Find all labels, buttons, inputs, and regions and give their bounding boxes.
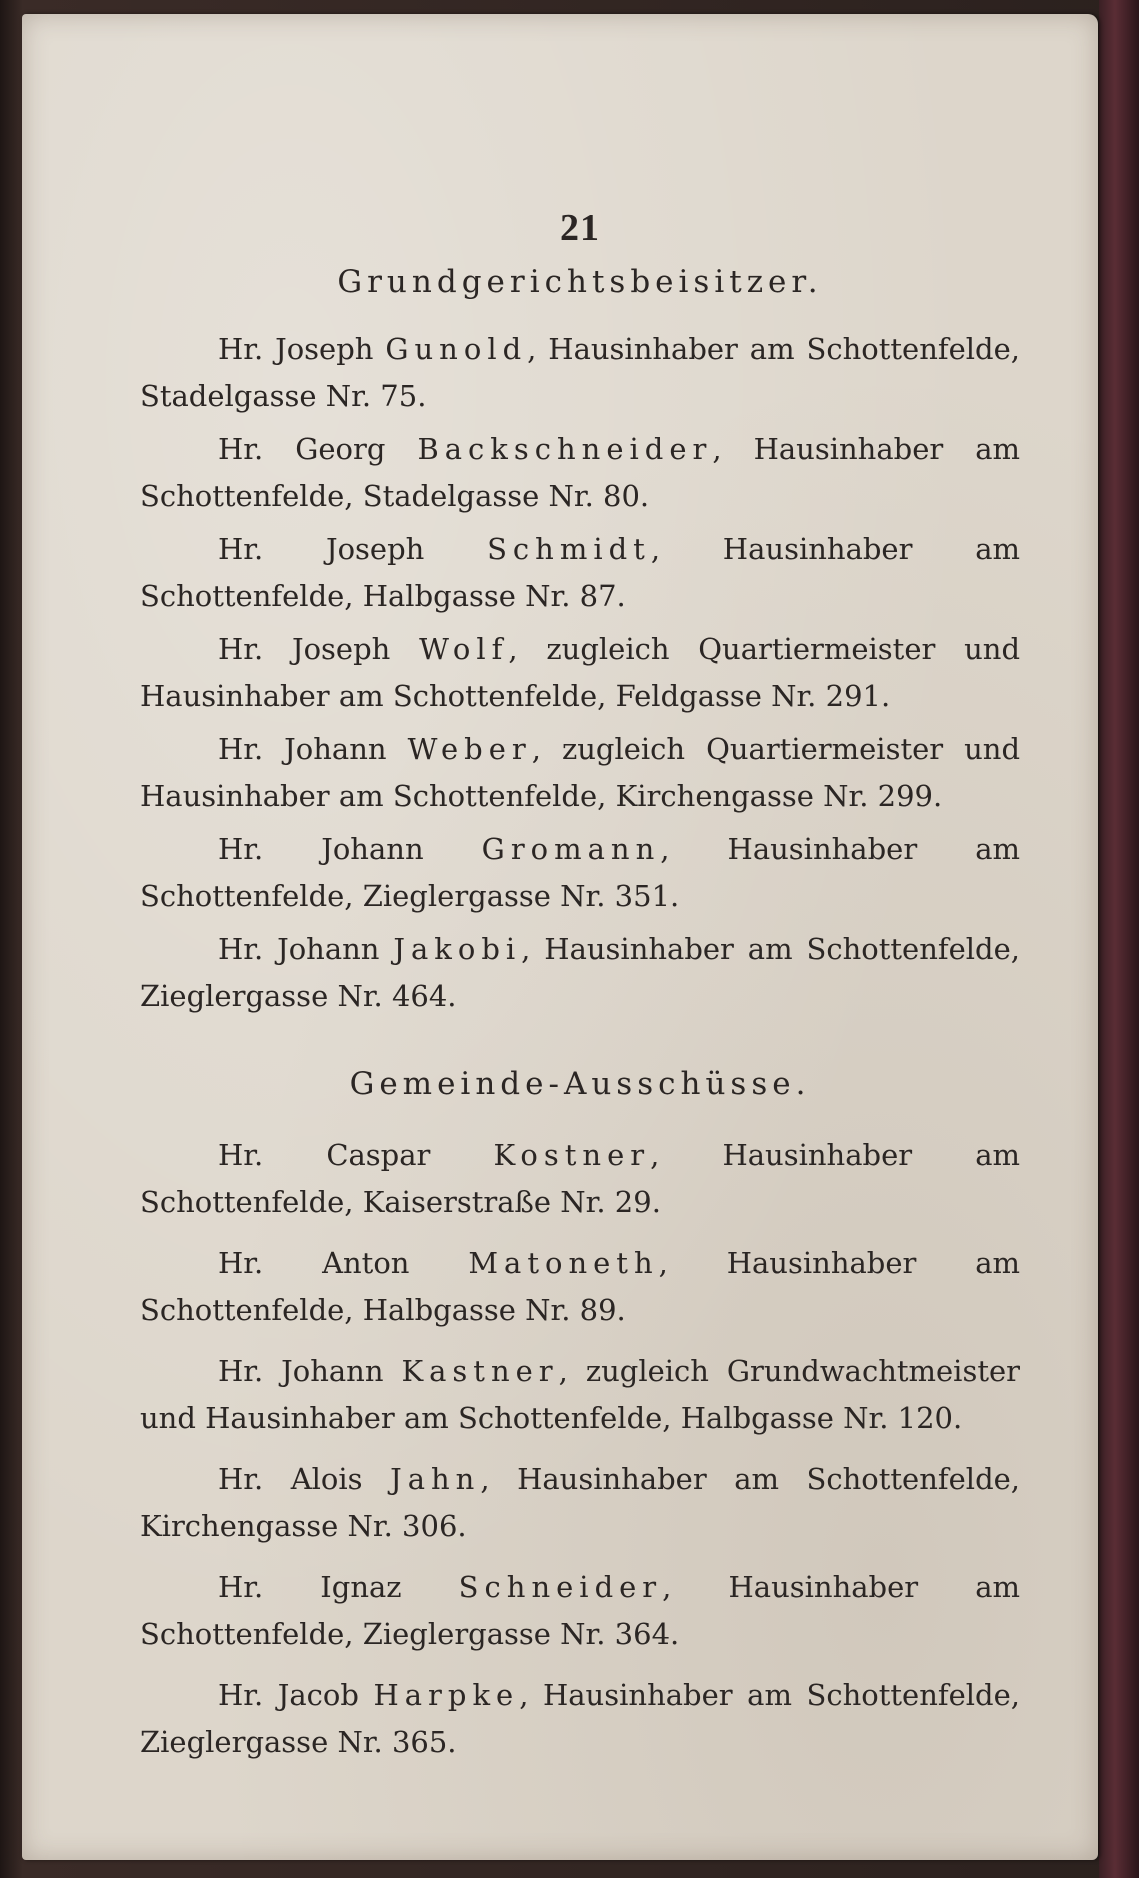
entry-list-gemeinde-ausschuesse [140,1132,1020,1766]
entry-details: , Hausinhaber am Schottenfelde, Zieglergasse Nr. 464. [140,932,1020,1013]
entry-surname: Backschneider [417,432,713,466]
entry-details: , Hausinhaber am Schottenfelde, Zieglergasse Nr. 351. [140,832,1021,913]
entry-title: Hr. [218,1354,264,1388]
entry-first-name: Johann [277,932,380,966]
entry-first-name: Joseph [275,332,374,366]
list-item [140,1456,1020,1550]
entry-surname: Gromann [481,832,661,866]
entry-first-name: Johann [281,1354,384,1388]
entry-title: Hr. [218,932,264,966]
list-item [140,426,1020,520]
entry-details: , Hausinhaber am Schottenfelde, Halbgasse Nr. 89. [140,1246,1021,1327]
entry-details: , Hausinhaber am Schottenfelde, Halbgasse Nr. 87. [140,532,1020,613]
list-item [140,726,1020,820]
entry-details: , Hausinhaber am Schottenfelde, Kirchengasse Nr. 306. [140,1462,1021,1543]
entry-details: , Hausinhaber am Schottenfelde, Stadelgasse Nr. 75. [140,332,1020,413]
page-number: 21 [560,207,600,249]
entry-surname: Jakobi [393,932,522,966]
entry-title: Hr. [218,832,264,866]
entry-first-name: Johann [284,732,387,766]
entry-title: Hr. [218,1138,264,1172]
entry-details: , Hausinhaber am Schottenfelde, Kaiserstraße Nr. 29. [140,1138,1021,1219]
entry-details: , Hausinhaber am Schottenfelde, Zieglergasse Nr. 365. [140,1678,1020,1759]
list-item [140,1564,1020,1658]
entry-details: , Hausinhaber am Schottenfelde, Stadelgasse Nr. 80. [140,432,1021,513]
paper-page [22,14,1098,1860]
section-heading-grundgerichtsbeisitzer: Grundgerichtsbeisitzer. [337,264,823,300]
entry-first-name: Jacob [277,1678,359,1712]
list-item [140,1672,1020,1766]
entry-surname: Jahn [390,1462,481,1496]
entry-title: Hr. [218,1246,264,1280]
entry-surname: Matoneth [468,1246,659,1280]
entry-surname: Weber [407,732,532,766]
entry-surname: Harpke [373,1678,520,1712]
entry-list-grundgerichtsbeisitzer [140,326,1020,1020]
list-item [140,326,1020,420]
entry-first-name: Anton [322,1246,410,1280]
entry-details: , Hausinhaber am Schottenfelde, Zieglergasse Nr. 364. [140,1570,1021,1651]
entry-title: Hr. [218,532,264,566]
list-item [140,826,1020,920]
list-item [140,1132,1020,1226]
entry-first-name: Alois [290,1462,363,1496]
list-item [140,1348,1020,1442]
list-item [140,626,1020,720]
entry-details: , zugleich Grundwachtmeister und Hausinhaber am Schottenfelde, Halbgasse Nr. 120. [140,1354,1021,1435]
entry-title: Hr. [218,332,264,366]
entry-first-name: Joseph [325,532,425,566]
entry-surname: Schmidt [487,532,651,566]
entry-first-name: Johann [321,832,424,866]
entry-title: Hr. [218,632,264,666]
entry-title: Hr. [218,732,264,766]
entry-surname: Schneider [458,1570,663,1604]
entry-title: Hr. [218,432,264,466]
entry-surname: Kastner [401,1354,559,1388]
entry-first-name: Ignaz [320,1570,402,1604]
entry-first-name: Joseph [291,632,391,666]
entry-title: Hr. [218,1678,264,1712]
entry-title: Hr. [218,1462,264,1496]
entry-first-name: Georg [295,432,386,466]
list-item [140,1240,1020,1334]
entry-title: Hr. [218,1570,264,1604]
entry-surname: Wolf [419,632,509,666]
entry-surname: Gunold [385,332,528,366]
entry-details: , zugleich Quartiermeister und Hausinhaber am Schottenfelde, Kirchengasse Nr. 299. [140,732,1021,813]
list-item [140,926,1020,1020]
book-binding-edge [1099,0,1139,1878]
list-item [140,526,1020,620]
page-content [140,206,1020,1780]
entry-details: , zugleich Quartiermeister und Hausinhaber am Schottenfelde, Feldgasse Nr. 291. [140,632,1021,713]
entry-surname: Kostner [493,1138,651,1172]
entry-first-name: Caspar [326,1138,431,1172]
section-heading-gemeinde-ausschuesse: Gemeinde-Ausschüsse. [349,1066,811,1102]
